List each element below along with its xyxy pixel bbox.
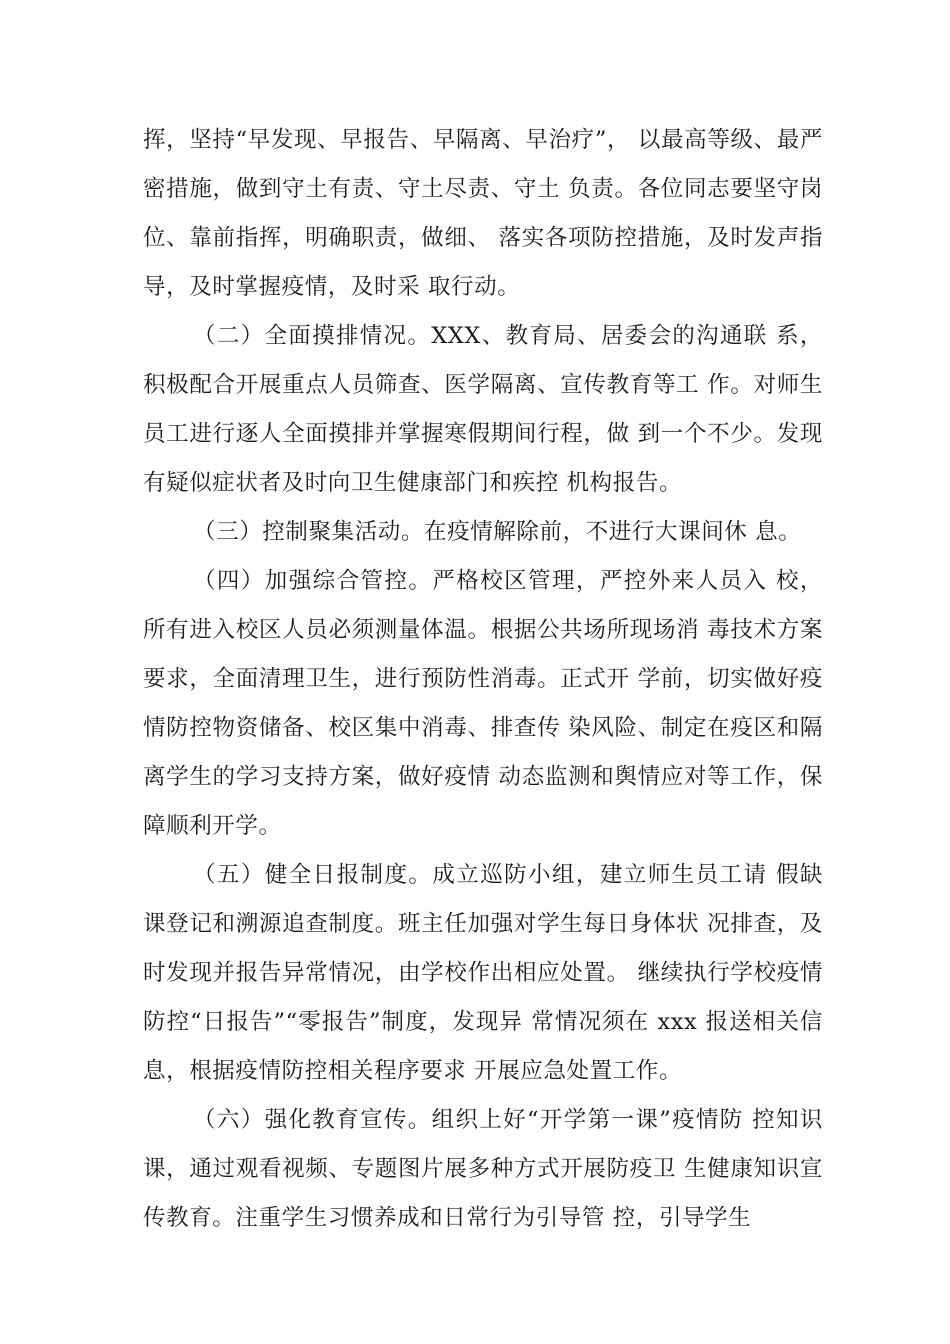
paragraph-section-6: （六）强化教育宣传。组织上好“开学第一课”疫情防 控知识课，通过观看视频、专题图片展多种方式开展防疫卫 生健康知识宣传教育。注重学生习惯养成和日常行为引导管 控，引导学生 xyxy=(143,1107,823,1231)
paragraph-section-4: （四）加强综合管控。严格校区管理，严控外来人员入 校，所有进入校区人员必须测量体温。根据公共场所现场消 毒技术方案要求，全面清理卫生，进行预防性消毒。正式开 学前，切实做好疫情防控物资储备、校区集中消毒、排查传 染风险、制定在疫区和隔离学生的学习支持方案，做好疫情 动态监测和舆情应对等工作，保障顺利开学。 xyxy=(143,568,823,839)
paragraph-section-3: （三）控制聚集活动。在疫情解除前，不进行大课间休 息。 xyxy=(193,519,802,545)
paragraph-section-2: （二）全面摸排情况。XXX、教育局、居委会的沟通联 系，积极配合开展重点人员筛查、医学隔离、宣传教育等工 作。对师生员工进行逐人全面摸排并掌握寒假期间行程，做 到一个不少。发现有疑似症状者及时向卫生健康部门和疾控 机构报告。 xyxy=(143,323,823,496)
paragraph-continuation: 挥，坚持“早发现、早报告、早隔离、早治疗”， 以最高等级、最严密措施，做到守土有责、守土尽责、守土 负责。各位同志要坚守岗位、靠前指挥，明确职责，做细、 落实各项防控措施，及时发声指导，及时掌握疫情，及时采 取行动。 xyxy=(143,127,823,300)
document-body xyxy=(143,116,823,1243)
paragraph-section-5: （五）健全日报制度。成立巡防小组，建立师生员工请 假缺课登记和溯源追查制度。班主任加强对学生每日身体状 况排查，及时发现并报告异常情况，由学校作出相应处置。 继续执行学校疫情防控“日报告”“零报告”制度，发现异 常情况须在 xxx 报送相关信息，根据疫情防控相关程序要求 开展应急处置工作。 xyxy=(143,862,823,1084)
